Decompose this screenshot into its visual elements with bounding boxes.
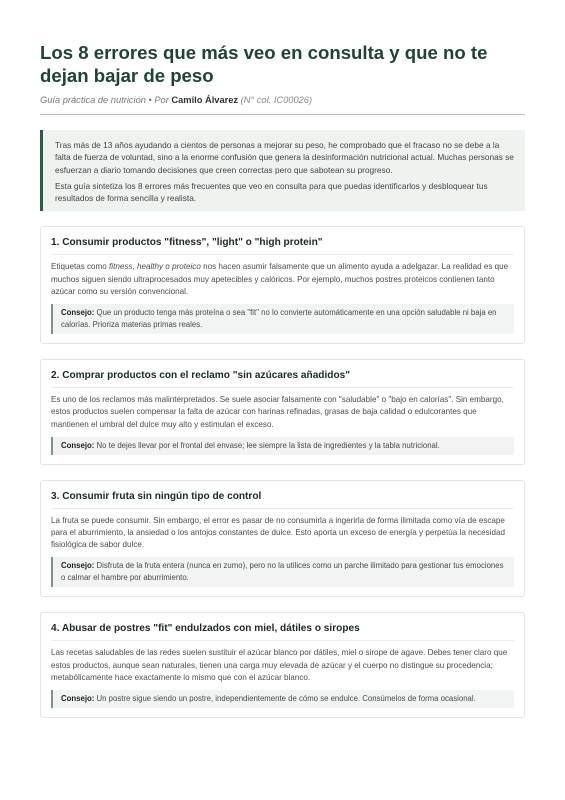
error-card-2 (40, 359, 525, 465)
error-description: La fruta se puede consumir. Sin embargo, el error es pasar de no consumirla a ingerirla de forma ilimitada como vía de escape para el aburrimiento, la ansiedad o los antojos constantes de dulce. Esto aporta un exceso de energía y perpetúa la necesidad fisiológica de sabor dulce. (51, 515, 505, 550)
error-card-1 (40, 226, 525, 344)
tip-box (51, 690, 514, 708)
emphasis-proteico: proteico (172, 262, 201, 272)
emphasis-fitness: fitness (109, 262, 133, 272)
subtitle (40, 94, 525, 106)
intro-paragraph: Tras más de 13 años ayudando a cientos de personas a mejorar su peso, he comprobado que el fracaso no se debe a la falta de fuerza de voluntad, sino a la enorme confusión que genera la desinformación nutricional actual. Muchas personas se esfuerzan a diario tomando decisiones que creen correctas pero que sabotean su progreso. (55, 140, 514, 175)
tip-label: Consejo: (61, 561, 95, 571)
intro-box (40, 130, 525, 211)
error-description (51, 261, 514, 298)
tip-box (51, 437, 514, 455)
error-title: 2. Comprar productos con el reclamo "sin azúcares añadidos" (51, 369, 514, 388)
intro-paragraph: Esta guía sintetiza los 8 errores más frecuentes que veo en consulta para que puedas identificarlos y desbloquear tus resultados de forma sencilla y realista. (55, 180, 488, 204)
text-run: Etiquetas como (51, 262, 110, 272)
tip-label: Consejo: (61, 440, 95, 450)
author-license: (N° col. IC00026) (240, 95, 313, 105)
document-page (40, 42, 525, 718)
text-run: o (163, 262, 173, 272)
tip-text: Que un producto tenga más proteína o sea "fit" no lo convierte automáticamente en una opción saludable ni baja en calorías. Prioriza materias primas reales. (61, 308, 497, 330)
header-divider (40, 114, 525, 115)
error-title: 3. Consumir fruta sin ningún tipo de control (51, 490, 514, 509)
tip-label: Consejo: (61, 308, 95, 318)
tip-box (51, 557, 514, 587)
tip-label: Consejo: (61, 693, 95, 703)
error-title: 1. Consumir productos "fitness", "light" o "high protein" (51, 236, 514, 255)
subtitle-prefix: Guía práctica de nutrición • Por (40, 95, 172, 105)
error-card-3 (40, 480, 525, 598)
text-run: nos hacen asumir falsamente que un alimento ayuda a adelgazar. La realidad es que muchos siguen siendo ultraprocesados muy apetecibles y calóricos. Por ejemplo, muchos postres proteicos contienen tanto azúcar como su versión convencional. (51, 262, 509, 296)
page-title: Los 8 errores que más veo en consulta y que no te dejan bajar de peso (40, 42, 488, 86)
error-description: Las recetas saludables de las redes suelen sustituir el azúcar blanco por dátiles, miel o sirope de agave. Debes tener claro que estos productos, aunque sean naturales, tienen una carga muy elevada de azúcar y el cuerpo no distingue su procedencia; metabólicamente hace exactamente lo mismo que con el azúcar blanco. (51, 648, 508, 682)
tip-text: Disfruta de la fruta entera (nunca en zumo), pero no la utilices como un parche ilimitado para gestionar tus emociones o calmar el hambre por aburrimiento. (61, 561, 504, 583)
error-description: Es uno de los reclamos más malinterpretados. Se suele asociar falsamente con "saludable" o "bajo en calorías". Sin embargo, estos productos suelen compensar la falta de azúcar con harinas refinadas, grasas de baja calidad o edulcorantes que mantienen el umbral del dulce muy alto y estimulan el exceso. (51, 395, 504, 429)
tip-text: Un postre sigue siendo un postre, independientemente de cómo se endulce. Consúmelos de forma ocasional. (96, 693, 476, 703)
tip-text: No te dejes llevar por el frontal del envase; lee siempre la lista de ingredientes y la tabla nutricional. (96, 440, 440, 450)
author-name: Camilo Álvarez (171, 95, 239, 105)
error-title: 4. Abusar de postres "fit" endulzados con miel, dátiles o siropes (51, 622, 514, 641)
tip-box (51, 304, 514, 334)
error-card-4 (40, 612, 525, 718)
emphasis-healthy: healthy (136, 262, 164, 272)
text-run: , (132, 262, 137, 272)
